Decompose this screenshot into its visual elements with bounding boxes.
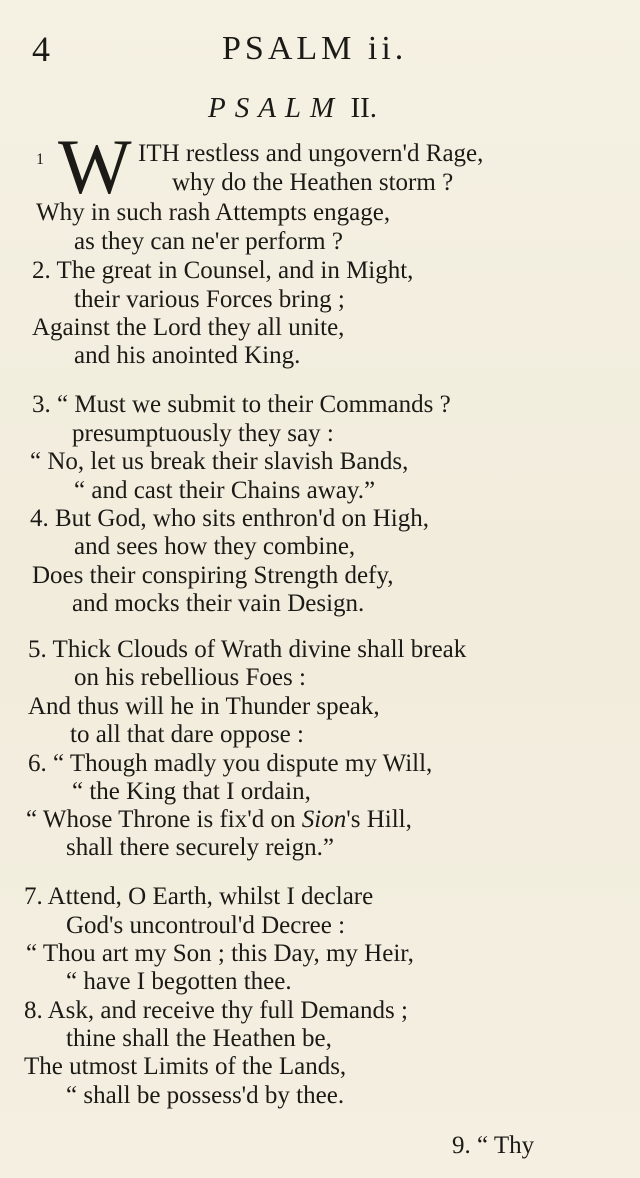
verse-line: presumptuously they say : — [72, 420, 334, 447]
verse-line: 2. The great in Counsel, and in Might, — [32, 257, 414, 284]
psalm-title — [208, 92, 377, 125]
verse-line: Does their conspiring Strength defy, — [32, 562, 394, 589]
verse-line: on his rebellious Foes : — [74, 664, 306, 691]
verse-line: and his anointed King. — [74, 342, 301, 369]
verse-line: why do the Heathen storm ? — [172, 169, 454, 196]
verse-line: and mocks their vain Design. — [72, 590, 365, 617]
verse-line: God's uncontroul'd Decree : — [66, 912, 346, 939]
verse-line: thine shall the Heathen be, — [66, 1025, 332, 1052]
verse-line: “ the King that I ordain, — [72, 778, 311, 805]
verse-line-text: “ Whose Throne is fix'd on — [26, 806, 302, 833]
catchword: 9. “ Thy — [452, 1132, 535, 1159]
verse-line: 6. “ Though madly you dispute my Will, — [28, 750, 433, 777]
psalm-title-word: PSALM — [208, 92, 344, 124]
verse-line: “ shall be possess'd by thee. — [66, 1082, 345, 1109]
verse-number: 1 — [36, 151, 44, 168]
verse-line: their various Forces bring ; — [74, 286, 345, 313]
verse-line: 4. But God, who sits enthron'd on High, — [30, 505, 429, 532]
running-head: PSALM ii. — [222, 30, 408, 67]
place-name-sion: Sion — [301, 806, 347, 833]
verse-line: “ and cast their Chains away.” — [74, 477, 376, 504]
verse-line: The utmost Limits of the Lands, — [24, 1053, 347, 1080]
page-number: 4 — [32, 29, 50, 69]
verse-line: “ No, let us break their slavish Bands, — [30, 448, 409, 475]
verse-line: as they can ne'er perform ? — [74, 228, 343, 255]
verse-line: Why in such rash Attempts engage, — [36, 199, 391, 226]
verse-line — [26, 805, 412, 835]
verse-line-text: 's Hill, — [346, 806, 412, 833]
psalm-title-numeral: II. — [350, 92, 378, 124]
verse-line: “ Thou art my Son ; this Day, my Heir, — [26, 940, 414, 967]
verse-line: 5. Thick Clouds of Wrath divine shall break — [28, 636, 467, 663]
verse-line: shall there securely reign.” — [66, 834, 334, 861]
verse-line: 8. Ask, and receive thy full Demands ; — [24, 997, 408, 1024]
verse-line: 7. Attend, O Earth, whilst I declare — [24, 883, 374, 910]
verse-line: ITH restless and ungovern'd Rage, — [138, 140, 484, 167]
verse-line: and sees how they combine, — [74, 533, 356, 560]
drop-cap: W — [58, 123, 132, 210]
verse-line: to all that dare oppose : — [70, 721, 304, 748]
verse-line: Against the Lord they all unite, — [32, 314, 345, 341]
verse-line: And thus will he in Thunder speak, — [28, 693, 380, 720]
verse-line: 3. “ Must we submit to their Commands ? — [32, 391, 451, 418]
verse-line: “ have I begotten thee. — [66, 968, 292, 995]
